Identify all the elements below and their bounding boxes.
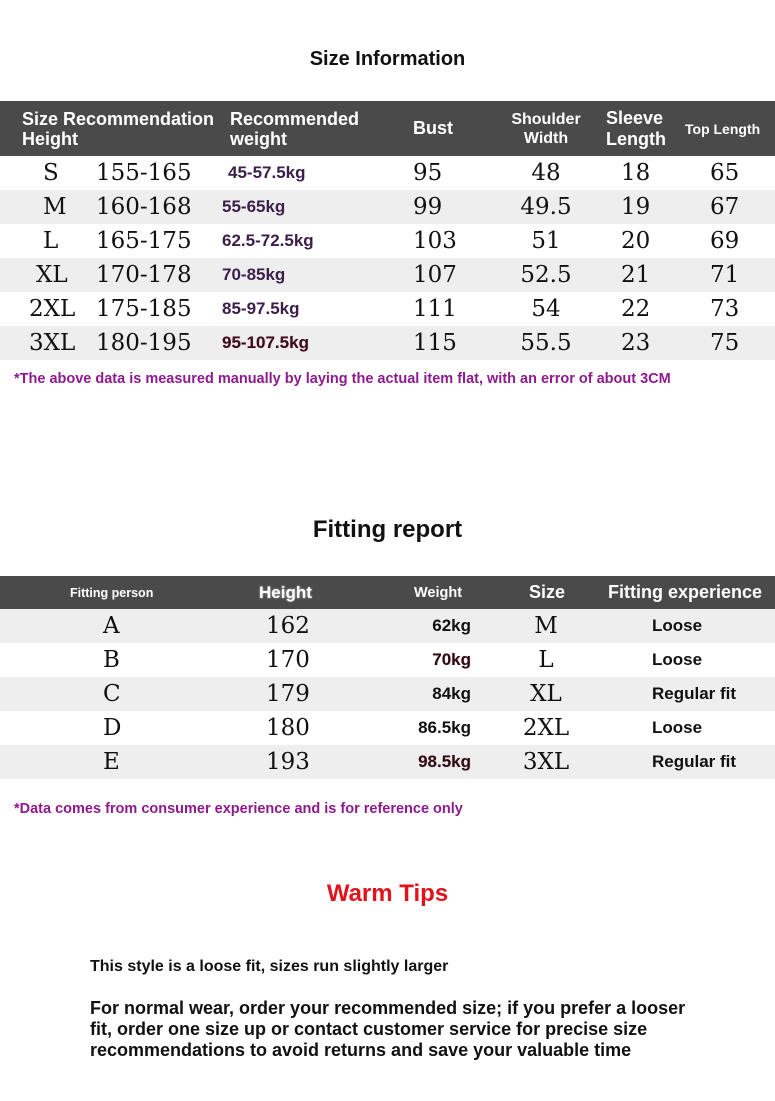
shoulder-width-cell: 55.5 <box>520 330 572 356</box>
recommended-weight-cell: 95-107.5kg <box>222 333 309 352</box>
bust-cell: 111 <box>413 296 457 322</box>
fitting-report-title: Fitting report <box>312 516 463 543</box>
fitting-experience-cell: Loose <box>652 616 703 635</box>
fitting-person-cell: C <box>103 681 121 707</box>
size-table-row <box>0 258 775 292</box>
shoulder-width-cell: 54 <box>531 296 561 322</box>
size-table-header <box>0 101 775 156</box>
sleeve-length-cell: 18 <box>621 160 651 186</box>
header-shoulder-line1: Shoulder <box>511 110 581 128</box>
sleeve-length-cell: 21 <box>621 262 651 288</box>
header-recommended-weight <box>230 101 359 156</box>
recommended-weight-cell: 45-57.5kg <box>228 163 306 182</box>
height-range-cell: 165-175 <box>96 228 192 254</box>
warm-tips-title: Warm Tips <box>326 880 449 907</box>
fitting-table-row <box>0 643 775 677</box>
bust-cell: 115 <box>413 330 457 356</box>
fitting-experience-cell: Loose <box>652 650 703 669</box>
top-length-cell: 65 <box>710 160 740 186</box>
fitting-person-cell: D <box>103 715 122 741</box>
sleeve-length-cell: 23 <box>621 330 651 356</box>
header-shoulder-line2: Width <box>523 129 569 147</box>
header-fitting-experience: Fitting experience <box>608 582 763 602</box>
header-sleeve-line1: Sleeve <box>606 107 664 128</box>
top-length-cell: 67 <box>710 194 740 220</box>
header-sleeve-line2: Length <box>606 128 666 149</box>
fitting-size-cell: 3XL <box>522 749 570 775</box>
header-fitting-weight: Weight <box>414 584 463 601</box>
fitting-size-cell: XL <box>530 681 562 707</box>
fitting-experience-cell: Regular fit <box>652 752 737 771</box>
top-length-cell: 69 <box>710 228 740 254</box>
size-cell: L <box>43 228 59 254</box>
sleeve-length-cell: 20 <box>621 228 651 254</box>
header-sleeve-length <box>606 101 666 156</box>
size-table-row <box>0 326 775 360</box>
fitting-height-cell: 162 <box>266 613 310 639</box>
header-shoulder-width <box>505 101 587 156</box>
height-range-cell: 170-178 <box>96 262 192 288</box>
height-range-cell: 155-165 <box>96 160 192 186</box>
fitting-experience-cell: Loose <box>652 718 703 737</box>
fitting-experience-cell: Regular fit <box>652 684 737 703</box>
header-fitting-height: Height <box>259 582 312 602</box>
recommended-weight-cell: 55-65kg <box>222 197 286 216</box>
fitting-weight-cell: 86.5kg <box>418 718 471 737</box>
height-range-cell: 180-195 <box>96 330 192 356</box>
fitting-height-cell: 180 <box>266 715 310 741</box>
size-cell: 3XL <box>29 330 76 356</box>
size-table-row <box>0 292 775 326</box>
header-fitting-size: Size <box>529 582 566 602</box>
header-bust: Bust <box>413 118 453 138</box>
shoulder-width-cell: 52.5 <box>520 262 572 288</box>
top-length-cell: 75 <box>710 330 740 356</box>
fitting-person-cell: B <box>103 647 120 673</box>
header-size-rec-label: Size Recommendation <box>22 108 215 129</box>
fitting-table-header <box>0 576 775 609</box>
fitting-table-row <box>0 609 775 643</box>
shoulder-width-cell: 51 <box>531 228 561 254</box>
bust-cell: 107 <box>413 262 457 288</box>
bust-cell: 99 <box>413 194 443 220</box>
fitting-note: *Data comes from consumer experience and is for reference only <box>14 801 463 817</box>
header-size-recommendation <box>22 101 214 156</box>
size-table-row <box>0 190 775 224</box>
height-range-cell: 160-168 <box>96 194 192 220</box>
fitting-person-cell: E <box>103 749 120 775</box>
bust-cell: 103 <box>413 228 457 254</box>
shoulder-width-cell: 49.5 <box>520 194 572 220</box>
recommended-weight-cell: 85-97.5kg <box>222 299 300 318</box>
fitting-size-cell: 2XL <box>522 715 570 741</box>
size-cell: M <box>43 194 67 220</box>
size-cell: 2XL <box>29 296 76 322</box>
tips-line-2: For normal wear, order your recommended size; if you prefer a looser fit, order one size up or contact customer service for precise size recommendations to avoid returns and save your valuable time <box>90 998 686 1060</box>
top-length-cell: 71 <box>710 262 740 288</box>
recommended-weight-cell: 62.5-72.5kg <box>222 231 314 250</box>
size-note: *The above data is measured manually by laying the actual item flat, with an error of about 3CM <box>14 371 671 387</box>
fitting-size-cell: M <box>534 613 558 639</box>
recommended-weight-cell: 70-85kg <box>222 265 286 284</box>
fitting-person-cell: A <box>103 613 120 639</box>
fitting-table-row <box>0 677 775 711</box>
shoulder-width-cell: 48 <box>531 160 561 186</box>
sleeve-length-cell: 22 <box>621 296 651 322</box>
size-table-row <box>0 156 775 190</box>
fitting-height-cell: 193 <box>266 749 310 775</box>
fitting-weight-cell: 98.5kg <box>418 752 471 771</box>
fitting-weight-cell: 84kg <box>432 684 471 703</box>
fitting-height-cell: 179 <box>266 681 310 707</box>
height-range-cell: 175-185 <box>96 296 192 322</box>
fitting-size-cell: L <box>538 647 554 673</box>
top-length-cell: 73 <box>710 296 740 322</box>
fitting-table-row <box>0 745 775 779</box>
size-cell: XL <box>36 262 68 288</box>
header-top-length: Top Length <box>685 120 761 137</box>
header-height-label: Height <box>22 128 78 149</box>
bust-cell: 95 <box>413 160 443 186</box>
size-table-row <box>0 224 775 258</box>
fitting-weight-cell: 62kg <box>432 616 471 635</box>
size-cell: S <box>43 160 59 186</box>
sleeve-length-cell: 19 <box>621 194 651 220</box>
size-info-title: Size Information <box>309 48 466 70</box>
header-fitting-person: Fitting person <box>70 585 154 600</box>
fitting-weight-cell: 70kg <box>432 650 471 669</box>
header-rec-weight-line2: weight <box>230 128 287 149</box>
header-rec-weight-line1: Recommended <box>230 108 360 129</box>
fitting-height-cell: 170 <box>266 647 310 673</box>
fitting-table-row <box>0 711 775 745</box>
tips-line-1: This style is a loose fit, sizes run slightly larger <box>90 958 449 975</box>
